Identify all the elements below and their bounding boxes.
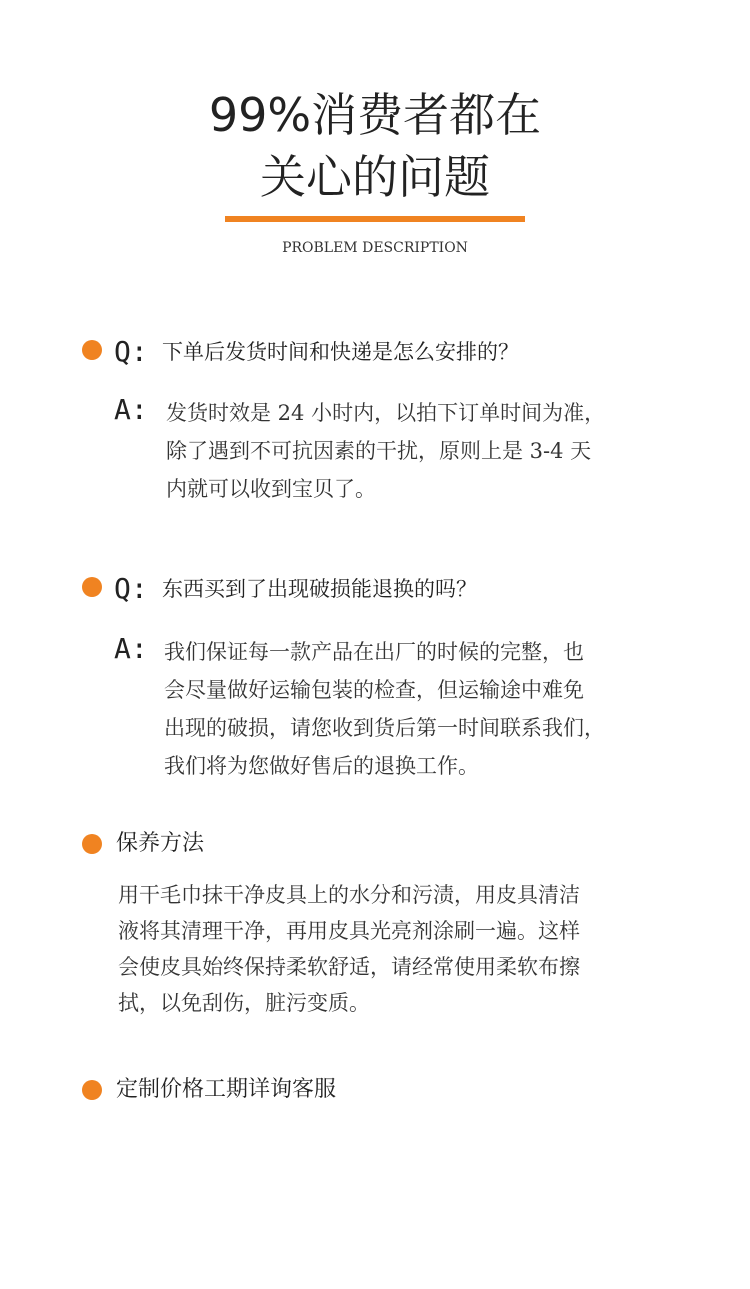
- question-text: 东西买到了出现破损能退换的吗？: [162, 577, 477, 601]
- bullet-dot-icon: [82, 1080, 102, 1100]
- title-underline-bar: [225, 216, 525, 222]
- page-subtitle: PROBLEM DESCRIPTION: [282, 240, 468, 256]
- answer-line: 出现的破损，请您收到货后第一时间联系我们，: [164, 716, 605, 740]
- page-title-line1: 99%消费者都在: [208, 88, 542, 142]
- answer-label: A:: [114, 393, 148, 426]
- question-text: 下单后发货时间和快递是怎么安排的？: [162, 340, 519, 364]
- answer-line: 发货时效是 24 小时内，以拍下订单时间为准，: [166, 401, 606, 425]
- bullet-dot-icon: [82, 577, 102, 597]
- page-title-line2: 关心的问题: [260, 150, 490, 204]
- question-label: Q:: [114, 335, 148, 368]
- care-line: 液将其清理干净，再用皮具光亮剂涂刷一遍。这样: [118, 919, 580, 943]
- bullet-dot-icon: [82, 834, 102, 854]
- answer-line: 我们保证每一款产品在出厂的时候的完整，也: [164, 640, 584, 664]
- answer-line: 我们将为您做好售后的退换工作。: [164, 754, 479, 778]
- custom-section-title: 定制价格工期详询客服: [116, 1077, 337, 1102]
- answer-text: [164, 633, 605, 785]
- care-line: 用干毛巾抹干净皮具上的水分和污渍，用皮具清洁: [118, 883, 580, 907]
- question-label: Q:: [114, 572, 148, 605]
- care-line: 会使皮具始终保持柔软舒适，请经常使用柔软布擦: [118, 955, 580, 979]
- care-line: 拭，以免刮伤，脏污变质。: [118, 991, 370, 1015]
- answer-line: 会尽量做好运输包装的检查，但运输途中难免: [164, 678, 584, 702]
- answer-label: A:: [114, 632, 148, 665]
- care-section-body: [118, 877, 580, 1021]
- answer-text: [166, 394, 605, 508]
- bullet-dot-icon: [82, 340, 102, 360]
- care-section-title: 保养方法: [116, 831, 205, 856]
- answer-line: 内就可以收到宝贝了。: [166, 477, 376, 501]
- answer-line: 除了遇到不可抗因素的干扰，原则上是 3-4 天: [166, 439, 592, 463]
